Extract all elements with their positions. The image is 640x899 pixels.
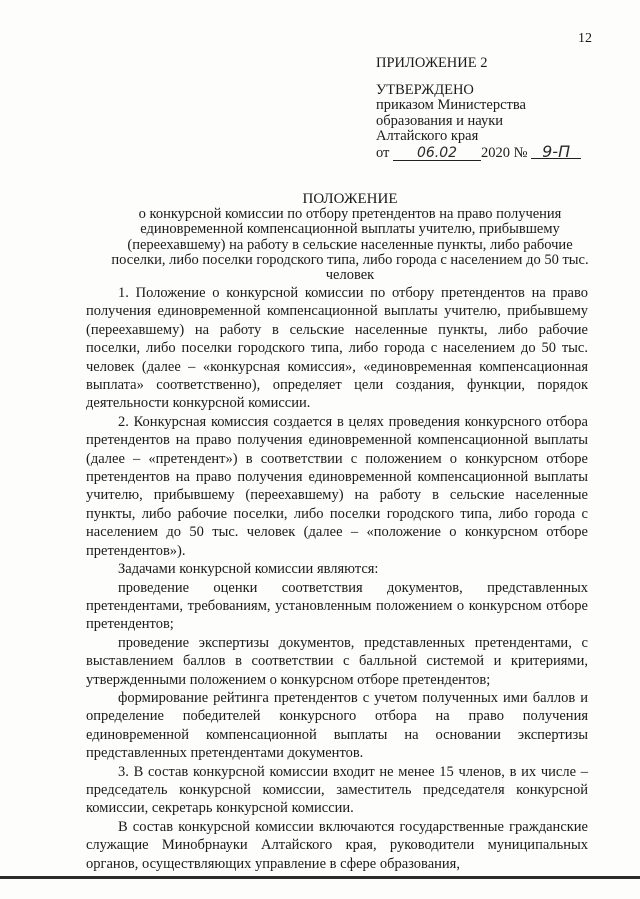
approval-line-2: образования и науки	[376, 112, 504, 129]
paragraph-6: формирование рейтинга претендентов с учетом полученных ими баллов и определение победителей конкурсного отбора на право получения единовременной компенсационной выплаты на основании экспертизы представленных претендентами документов.	[86, 689, 588, 762]
approved-label: УТВЕРЖДЕНО	[376, 81, 474, 98]
paragraph-5: проведение экспертизы документов, представленных претендентами, с выставлением баллов в соответствии с балльной системой и критериями, утвержденными положением о конкурсном отборе претендентов;	[86, 634, 588, 688]
document-title	[110, 192, 590, 283]
paragraph-3: Задачами конкурсной комиссии являются:	[118, 561, 379, 578]
appendix-label: ПРИЛОЖЕНИЕ 2	[376, 55, 488, 71]
paragraph-2: 2. Конкурсная комиссия создается в целях проведения конкурсного отбора претендентов на право получения единовременной компенсационной выплаты (далее – «претендент») в соответствии с положением о конкурсном отборе претендентов на право получения единовременной компенсационной выплаты учителю, прибывшему (переехавшему) на работу в сельские населенные пункты, либо рабочие поселки, либо поселки городского типа, либо города с населением до 50 тыс. человек (далее – «положение о конкурсном отборе претендентов»).	[86, 413, 588, 559]
page-number: 12	[578, 31, 592, 46]
approval-line-3: Алтайского края	[376, 128, 479, 144]
paragraph-4: проведение оценки соответствия документов, представленных претендентами, требованиям, установленным положением о конкурсном отборе претендентов;	[86, 579, 588, 633]
paragraph-8: В состав конкурсной комиссии включаются государственные гражданские служащие Минобрнауки Алтайского края, руководители муниципальных органов, осуществляющих управление в сфере образования,	[86, 818, 588, 872]
paragraph-1: 1. Положение о конкурсной комиссии по отбору претендентов на право получения единовременной компенсационной выплаты учителю, прибывшему (переехавшему) на работу в сельские населенные пункты, либо рабочие поселки, либо поселки городского типа, либо города с населением до 50 тыс. человек (далее – «конкурсная комиссия», «единовременная компенсационная выплата» соответственно), определяет цели создания, функции, порядок деятельности конкурсной комиссии.	[86, 285, 588, 412]
approval-line-1: приказом Министерства	[376, 97, 526, 113]
approval-block	[376, 56, 581, 161]
year-text: 2020 №	[481, 144, 528, 161]
document-body	[86, 284, 588, 873]
title-subtitle: о конкурсной комиссии по отбору претендентов на право получения единовременной компенсационной выплаты учителю, прибывшему (переехавшему) на работу в сельские населенные пункты, либо рабочие поселки, либо поселки городского типа, либо города с населением до 50 тыс. человек	[111, 206, 589, 284]
date-prefix: от	[376, 144, 390, 161]
handwritten-date: 06.02	[393, 147, 481, 161]
paragraph-7: 3. В состав конкурсной комиссии входит не менее 15 членов, в их числе – председатель конкурсной комиссии, заместитель председателя конкурсной комиссии, секретарь конкурсной комиссии.	[86, 763, 588, 817]
title-heading: ПОЛОЖЕНИЕ	[302, 191, 398, 207]
scan-edge-line	[0, 876, 640, 879]
handwritten-order-number: 9-П	[531, 145, 581, 159]
order-date-line	[376, 141, 581, 162]
